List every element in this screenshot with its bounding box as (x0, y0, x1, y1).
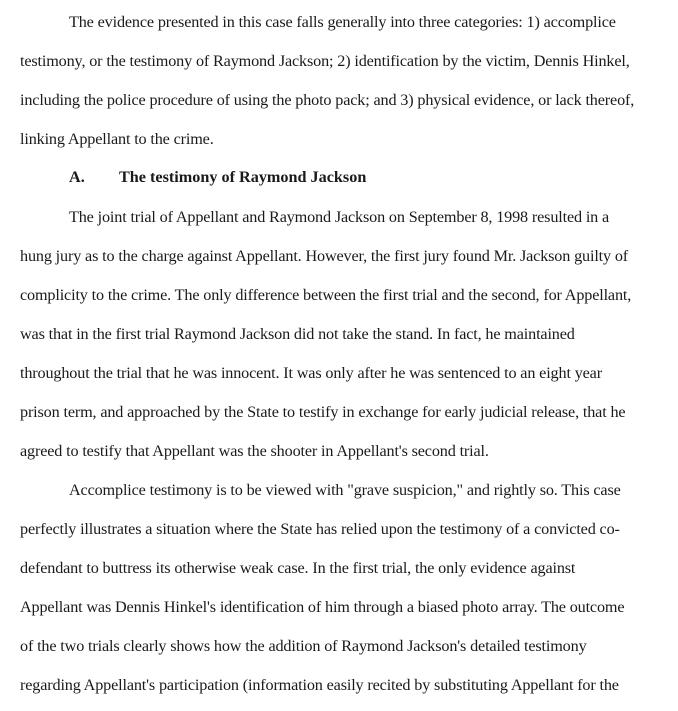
paragraph-1-line-4: linking Appellant to the crime. (20, 130, 214, 148)
paragraph-3-line-4: Appellant was Dennis Hinkel's identification of him through a biased photo array. The outcome (20, 598, 625, 616)
paragraph-1-line-1: The evidence presented in this case falls generally into three categories: 1) accomplice (69, 13, 616, 31)
paragraph-2-line-7: agreed to testify that Appellant was the shooter in Appellant's second trial. (20, 442, 489, 460)
paragraph-2-line-1: The joint trial of Appellant and Raymond Jackson on September 8, 1998 resulted in a (69, 208, 610, 226)
paragraph-2-line-6: prison term, and approached by the State to testify in exchange for early judicial release, that he (20, 403, 626, 421)
paragraph-1-line-2: testimony, or the testimony of Raymond Jackson; 2) identification by the victim, Dennis Hinkel, (20, 52, 630, 70)
paragraph-3-line-1: Accomplice testimony is to be viewed with "grave suspicion," and rightly so. This case (69, 481, 621, 499)
paragraph-2-line-3: complicity to the crime. The only difference between the first trial and the second, for Appellant, (20, 286, 632, 304)
paragraph-3-line-6: regarding Appellant's participation (information easily recited by substituting Appellant for the (20, 676, 619, 694)
paragraph-2-line-5: throughout the trial that he was innocent. It was only after he was sentenced to an eight year (20, 364, 602, 382)
paragraph-1-line-3: including the police procedure of using the photo pack; and 3) physical evidence, or lack thereof, (20, 91, 635, 109)
paragraph-2-line-2: hung jury as to the charge against Appellant. However, the first jury found Mr. Jackson guilty of (20, 247, 629, 265)
paragraph-3-line-5: of the two trials clearly shows how the addition of Raymond Jackson's detailed testimony (20, 637, 587, 655)
section-a-title: The testimony of Raymond Jackson (119, 168, 367, 186)
paragraph-3-line-2: perfectly illustrates a situation where the State has relied upon the testimony of a convicted co- (20, 520, 620, 538)
paragraph-2-line-4: was that in the first trial Raymond Jackson did not take the stand. In fact, he maintained (20, 325, 575, 343)
section-a-letter: A. (69, 168, 85, 186)
paragraph-3-line-3: defendant to buttress its otherwise weak case. In the first trial, the only evidence against (20, 559, 576, 577)
